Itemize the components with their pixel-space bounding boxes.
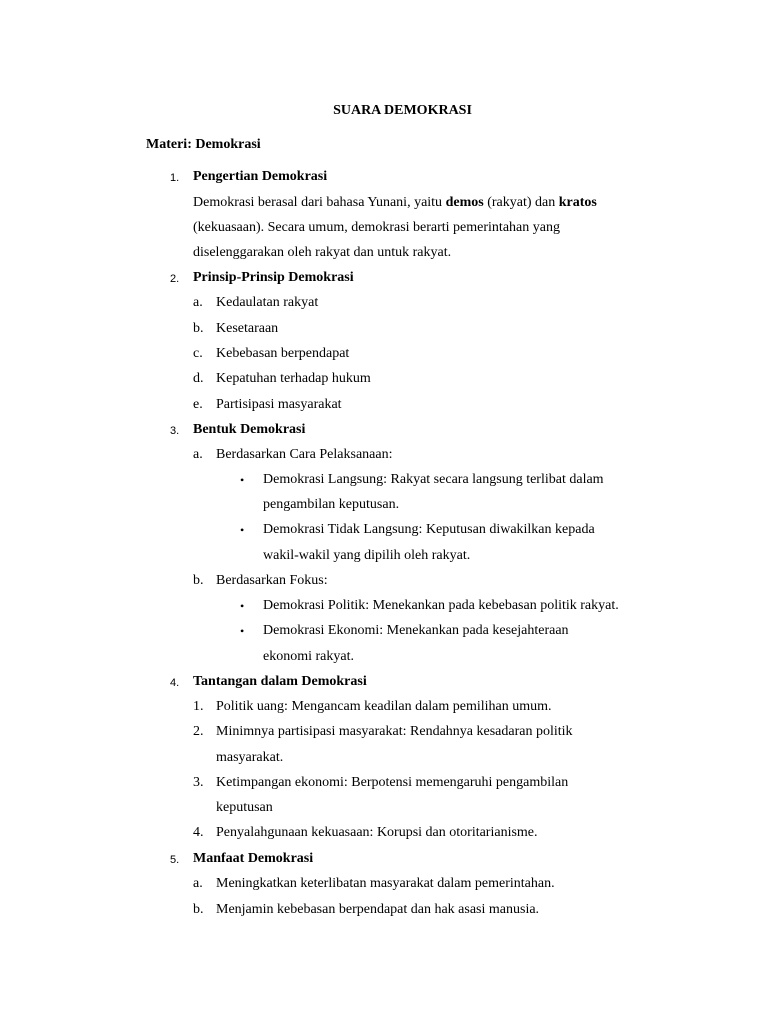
bold-term: demos [445,195,484,210]
bullet-icon: • [240,523,245,537]
list-item: Minimnya partisipasi masyarakat: Rendahnya kesadaran politik [216,724,573,739]
section-heading: Prinsip-Prinsip Demokrasi [193,270,354,285]
bold-term: kratos [558,195,597,210]
list-item: Kepatuhan terhadap hukum [216,371,371,386]
bullet-icon: • [240,599,245,613]
list-item: Meningkatkan keterlibatan masyarakat dalam pemerintahan. [216,876,555,891]
text-run: Demokrasi berasal dari bahasa Yunani, yaitu [193,195,446,210]
list-item: Kedaulatan rakyat [216,295,319,310]
paragraph-line [193,194,597,212]
bullet-item: Demokrasi Politik: Menekankan pada kebebasan politik rakyat. [263,598,619,613]
section-number: 5. [170,854,180,866]
list-item: Ketimpangan ekonomi: Berpotensi memengaruhi pengambilan [216,775,569,790]
bullet-item: Demokrasi Tidak Langsung: Keputusan diwakilkan kepada [263,522,595,537]
list-label: 3. [193,775,204,790]
bullet-item-continued: ekonomi rakyat. [263,649,354,664]
list-item: Kebebasan berpendapat [216,346,350,361]
bullet-item-continued: pengambilan keputusan. [263,497,400,512]
list-label: 2. [193,724,204,739]
bullet-icon: • [240,624,245,638]
list-label: b. [193,321,204,336]
section-heading: Tantangan dalam Demokrasi [193,674,367,689]
list-label: a. [193,447,203,462]
list-item: Politik uang: Mengancam keadilan dalam pemilihan umum. [216,699,552,714]
list-label: a. [193,295,203,310]
bullet-item: Demokrasi Ekonomi: Menekankan pada kesejahteraan [263,623,569,638]
list-label: 4. [193,825,204,840]
list-item: Penyalahgunaan kekuasaan: Korupsi dan otoritarianisme. [216,825,538,840]
bullet-item-continued: wakil-wakil yang dipilih oleh rakyat. [263,548,471,563]
list-item: Menjamin kebebasan berpendapat dan hak asasi manusia. [216,902,540,917]
section-heading: Pengertian Demokrasi [193,169,328,184]
list-item: Berdasarkan Cara Pelaksanaan: [216,447,393,462]
list-label: d. [193,371,204,386]
section-heading: Manfaat Demokrasi [193,851,314,866]
list-label: e. [193,397,203,412]
materi-label: Materi: Demokrasi [146,137,261,152]
section-heading: Bentuk Demokrasi [193,422,306,437]
list-item: Partisipasi masyarakat [216,397,342,412]
list-item: Kesetaraan [216,321,279,336]
list-label: 1. [193,699,204,714]
list-label: a. [193,876,203,891]
list-item: Berdasarkan Fokus: [216,573,328,588]
section-number: 1. [170,172,180,184]
bullet-icon: • [240,473,245,487]
document-title: SUARA DEMOKRASI [333,103,472,118]
paragraph-line: diselenggarakan oleh rakyat dan untuk rakyat. [193,245,452,260]
list-label: c. [193,346,203,361]
paragraph-line: (kekuasaan). Secara umum, demokrasi berarti pemerintahan yang [193,220,560,235]
list-label: b. [193,573,204,588]
list-item-continued: masyarakat. [216,750,284,765]
section-number: 3. [170,425,180,437]
section-number: 4. [170,677,180,689]
text-run: (rakyat) dan [483,195,559,210]
section-number: 2. [170,273,180,285]
list-item-continued: keputusan [216,800,273,815]
bullet-item: Demokrasi Langsung: Rakyat secara langsung terlibat dalam [263,472,604,487]
list-label: b. [193,902,204,917]
